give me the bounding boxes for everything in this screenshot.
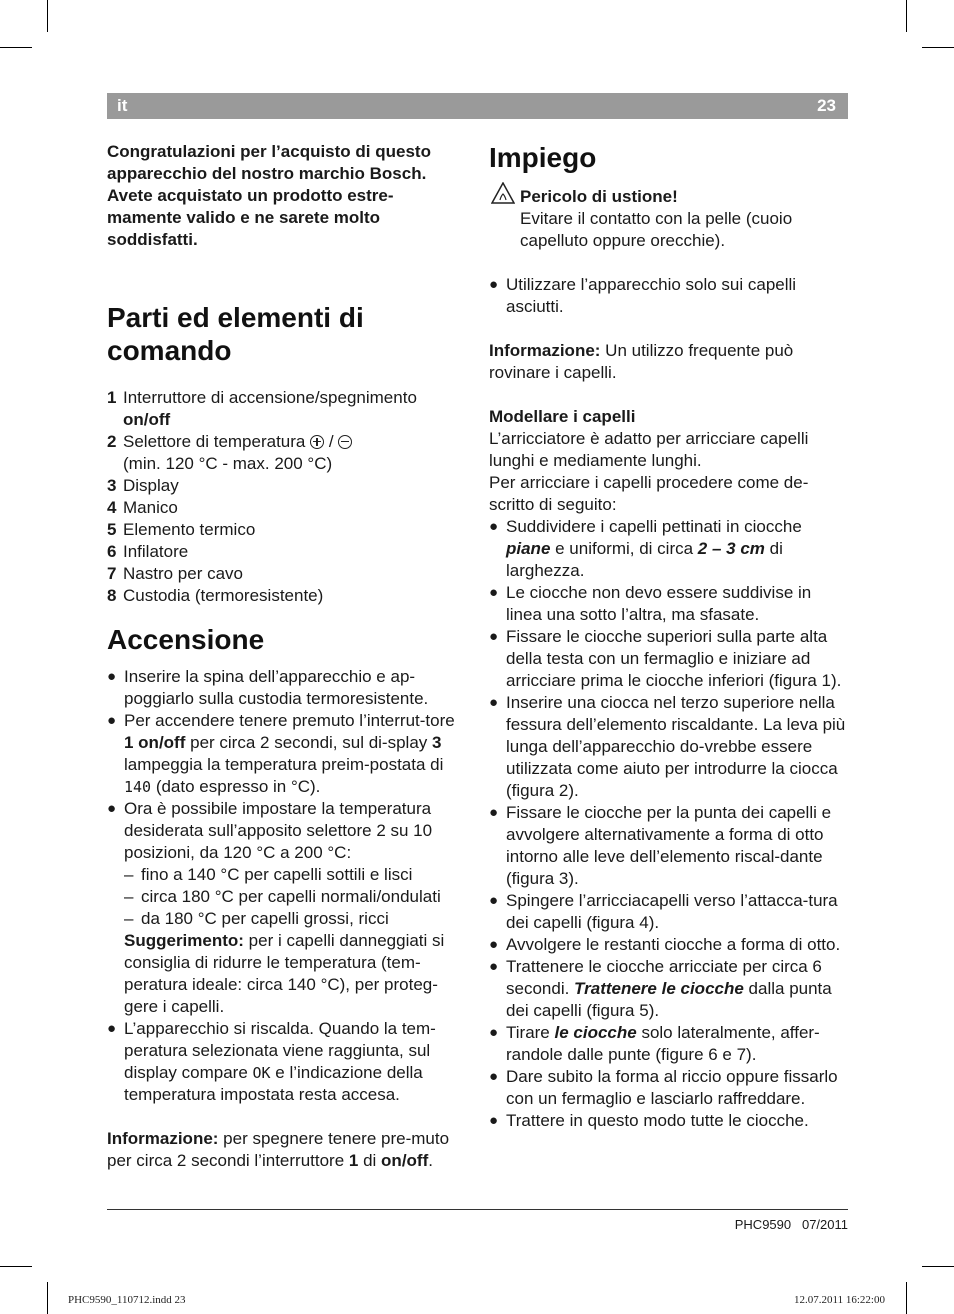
list-item bbox=[107, 666, 467, 710]
item-text: L’apparecchio si riscalda. Quando la tem-peratura selezionata viene raggiunta, sul display compare bbox=[124, 1019, 436, 1082]
warning-title: Pericolo di ustione! bbox=[520, 187, 678, 206]
bullet-icon: ● bbox=[489, 936, 499, 953]
item-emphasis: Trattenere le ciocche bbox=[574, 979, 744, 998]
footer-date: 07/2011 bbox=[801, 1217, 848, 1232]
subsection-title-text: Modellare i capelli bbox=[489, 407, 636, 426]
bullet-icon: ● bbox=[489, 1068, 499, 1085]
item-text: Inserire una ciocca nel terzo superiore nella fessura dell’elemento riscaldante. La leva più lunga dell’apparecchio do-vrebbe essere utilizzata come aiuto per introdurre la ciocca (figura 2). bbox=[506, 693, 846, 800]
item-number: 1 bbox=[107, 388, 117, 407]
list-item bbox=[107, 563, 467, 585]
right-column bbox=[489, 141, 849, 1132]
item-text: Per accendere tenere premuto l’interrut-tore bbox=[124, 711, 455, 730]
bullet-icon: ● bbox=[107, 800, 117, 817]
list-item bbox=[489, 802, 849, 890]
item-text: di bbox=[358, 1151, 382, 1170]
language-code: it bbox=[117, 96, 128, 115]
intro-paragraph: Congratulazioni per l’acquisto di questo apparecchio del nostro marchio Bosch. Avete acquistato un prodotto estre-mamente valido e ne sarete molto soddisfatti. bbox=[107, 142, 431, 249]
item-text: Custodia (termoresistente) bbox=[123, 586, 324, 605]
list-item bbox=[107, 541, 467, 563]
list-item bbox=[489, 516, 849, 582]
list-item bbox=[489, 1110, 849, 1132]
print-slug-right: 12.07.2011 16:22:00 bbox=[794, 1294, 885, 1306]
dash-item: – da 180 °C per capelli grossi, ricci bbox=[124, 909, 389, 928]
bullet-icon: ● bbox=[489, 276, 499, 293]
bullet-icon: ● bbox=[489, 1112, 499, 1129]
list-item bbox=[489, 274, 849, 318]
list-item bbox=[107, 1018, 467, 1106]
dash-item: – fino a 140 °C per capelli sottili e lisci bbox=[124, 865, 413, 884]
crop-mark bbox=[906, 1282, 907, 1314]
dash-item: – circa 180 °C per capelli normali/ondulati bbox=[124, 887, 441, 906]
item-text: Inserire la spina dell’apparecchio e ap-poggiarlo sulla custodia termoresistente. bbox=[124, 667, 429, 708]
item-bold: on/off bbox=[381, 1151, 429, 1170]
crop-mark bbox=[922, 47, 954, 48]
item-emphasis: piane bbox=[506, 539, 551, 558]
item-text: Avvolgere le restanti ciocche a forma di otto. bbox=[506, 935, 841, 954]
impiego-list bbox=[489, 274, 849, 318]
steps-list bbox=[489, 516, 849, 1132]
bullet-icon: ● bbox=[107, 712, 117, 729]
item-text: dalla punta dei capelli (figura 5). bbox=[506, 979, 832, 1020]
item-text: da 180 °C per capelli grossi, ricci bbox=[141, 909, 389, 928]
list-item bbox=[489, 934, 849, 956]
item-text: Elemento termico bbox=[123, 520, 256, 539]
item-text: / bbox=[324, 432, 339, 451]
paragraph: Per arricciare i capelli procedere come de-scritto di seguito: bbox=[489, 473, 809, 514]
item-text: Trattenere le ciocche arricciate per circa 6 secondi. bbox=[506, 957, 822, 998]
info-label: Informazione: bbox=[107, 1129, 219, 1148]
item-text: per spegnere tenere pre-muto per circa 2 secondi l’interruttore bbox=[107, 1129, 450, 1170]
info-paragraph bbox=[489, 340, 849, 384]
section-title-impiego: Impiego bbox=[489, 142, 597, 173]
item-text: di larghezza. bbox=[506, 539, 783, 580]
crop-mark bbox=[0, 47, 32, 48]
bullet-icon: ● bbox=[489, 804, 499, 821]
footer bbox=[735, 1214, 848, 1236]
tip-label: Suggerimento: bbox=[124, 931, 244, 950]
subsection-title bbox=[489, 406, 849, 428]
item-text: Tirare bbox=[506, 1023, 555, 1042]
warning-text: Evitare il contatto con la pelle (cuoio capelluto oppure orecchie). bbox=[520, 209, 793, 250]
item-number: 7 bbox=[107, 564, 117, 583]
item-bold: 1 on/off bbox=[124, 733, 186, 752]
item-text: Ora è possibile impostare la temperatura desiderata sull’apposito selettore 2 su 10 posizioni, da 120 °C a 200 °C: bbox=[124, 799, 433, 862]
footer-model: PHC9590 bbox=[734, 1217, 792, 1232]
display-readout: 140 bbox=[124, 778, 152, 796]
item-number: 3 bbox=[107, 476, 117, 495]
bullet-icon: ● bbox=[489, 1024, 499, 1041]
list-item bbox=[107, 585, 467, 607]
print-slug-left: PHC9590_110712.indd 23 bbox=[68, 1294, 186, 1306]
item-number: 4 bbox=[107, 498, 117, 517]
item-number: 6 bbox=[107, 542, 117, 561]
item-number: 8 bbox=[107, 586, 117, 605]
item-text: per circa 2 secondi, sul di-splay bbox=[185, 733, 432, 752]
parts-list bbox=[107, 387, 467, 607]
item-text: Interruttore di accensione/spegnimento bbox=[123, 388, 417, 407]
item-text: Utilizzare l’apparecchio solo sui capelli asciutti. bbox=[506, 275, 797, 316]
crop-mark bbox=[0, 1266, 32, 1267]
list-item bbox=[107, 387, 467, 431]
item-text: Display bbox=[123, 476, 179, 495]
item-text: Dare subito la forma al riccio oppure fissarlo con un fermaglio e lasciarlo raffreddare. bbox=[506, 1067, 838, 1108]
item-emphasis: le ciocche bbox=[554, 1023, 637, 1042]
list-item bbox=[107, 497, 467, 519]
list-item bbox=[489, 626, 849, 692]
page-number: 23 bbox=[817, 96, 836, 115]
left-column bbox=[107, 141, 467, 1172]
bullet-icon: ● bbox=[489, 892, 499, 909]
item-text: Infilatore bbox=[123, 542, 189, 561]
crop-mark bbox=[47, 0, 48, 32]
item-bold: 1 bbox=[348, 1151, 359, 1170]
item-text: Nastro per cavo bbox=[123, 564, 243, 583]
item-bold: on/off bbox=[123, 410, 171, 429]
crop-mark bbox=[906, 0, 907, 32]
bullet-icon: ● bbox=[107, 668, 117, 685]
list-item bbox=[489, 1066, 849, 1110]
item-text: per i capelli danneggiati si consiglia di ridurre le temperatura (tem-peratura ideale: circa 140 °C), per proteg-gere i capelli. bbox=[124, 931, 445, 1016]
list-item bbox=[489, 692, 849, 802]
item-text: fino a 140 °C per capelli sottili e lisci bbox=[141, 865, 413, 884]
list-item bbox=[107, 431, 467, 475]
item-text: solo lateralmente, affer-randole dalle punte (figure 6 e 7). bbox=[506, 1023, 820, 1064]
item-text: e l’indicazione della temperatura impostata resta accesa. bbox=[124, 1063, 423, 1104]
page-header-bar bbox=[107, 93, 848, 119]
list-item bbox=[489, 956, 849, 1022]
item-text: Le ciocche non devo essere suddivise in linea una sotto l’altra, ma sfasate. bbox=[506, 583, 812, 624]
warning-block bbox=[489, 186, 849, 252]
warning-triangle-icon bbox=[491, 182, 515, 204]
list-item bbox=[489, 582, 849, 626]
item-emphasis: 2 – 3 cm bbox=[697, 539, 765, 558]
item-bold: 3 bbox=[432, 733, 442, 752]
item-text: Manico bbox=[123, 498, 178, 517]
crop-mark bbox=[47, 1282, 48, 1314]
item-text: Un utilizzo frequente può rovinare i capelli. bbox=[489, 341, 794, 382]
display-readout: OK bbox=[252, 1064, 271, 1082]
bullet-icon: ● bbox=[489, 628, 499, 645]
bullet-icon: ● bbox=[489, 694, 499, 711]
list-item bbox=[107, 519, 467, 541]
list-item bbox=[489, 1022, 849, 1066]
item-text: Trattere in questo modo tutte le ciocche. bbox=[506, 1111, 809, 1130]
item-text: . bbox=[428, 1151, 433, 1170]
item-number: 5 bbox=[107, 520, 117, 539]
paragraph: L’arricciatore è adatto per arricciare capelli lunghi e mediamente lunghi. bbox=[489, 429, 809, 470]
footer-rule bbox=[107, 1209, 848, 1210]
item-text: Selettore di temperatura bbox=[123, 432, 311, 451]
list-item bbox=[489, 890, 849, 934]
info-paragraph bbox=[107, 1128, 467, 1172]
crop-mark bbox=[922, 1266, 954, 1267]
item-text: (min. 120 °C - max. 200 °C) bbox=[123, 454, 333, 473]
bullet-icon: ● bbox=[489, 518, 499, 535]
minus-circle-icon bbox=[338, 435, 352, 449]
accensione-list bbox=[107, 666, 467, 1106]
bullet-icon: ● bbox=[489, 584, 499, 601]
list-item bbox=[107, 710, 467, 798]
item-text: e uniformi, di circa bbox=[550, 539, 698, 558]
section-title-accensione: Accensione bbox=[107, 624, 265, 655]
info-label: Informazione: bbox=[489, 341, 601, 360]
list-item bbox=[107, 475, 467, 497]
section-title-parts: Parti ed elementi di comando bbox=[107, 302, 364, 366]
bullet-icon: ● bbox=[489, 958, 499, 975]
plus-circle-icon bbox=[310, 435, 324, 449]
item-number: 2 bbox=[107, 432, 117, 451]
list-item bbox=[107, 798, 467, 1018]
item-text: circa 180 °C per capelli normali/ondulati bbox=[141, 887, 441, 906]
item-text: (dato espresso in °C). bbox=[151, 777, 321, 796]
item-text: Fissare le ciocche superiori sulla parte alta della testa con un fermaglio e iniziare ad arricciare prima le ciocche inferiori (figura 1). bbox=[506, 627, 842, 690]
bullet-icon: ● bbox=[107, 1020, 117, 1037]
item-text: Suddividere i capelli pettinati in ciocche bbox=[506, 517, 802, 536]
item-text: Spingere l’arricciacapelli verso l’attacca-tura dei capelli (figura 4). bbox=[506, 891, 838, 932]
item-text: lampeggia la temperatura preim-postata di bbox=[124, 755, 444, 774]
item-text: Fissare le ciocche per la punta dei capelli e avvolgere alternativamente a forma di otto intorno alle leve dell’elemento riscal-dante (figura 3). bbox=[506, 803, 832, 888]
